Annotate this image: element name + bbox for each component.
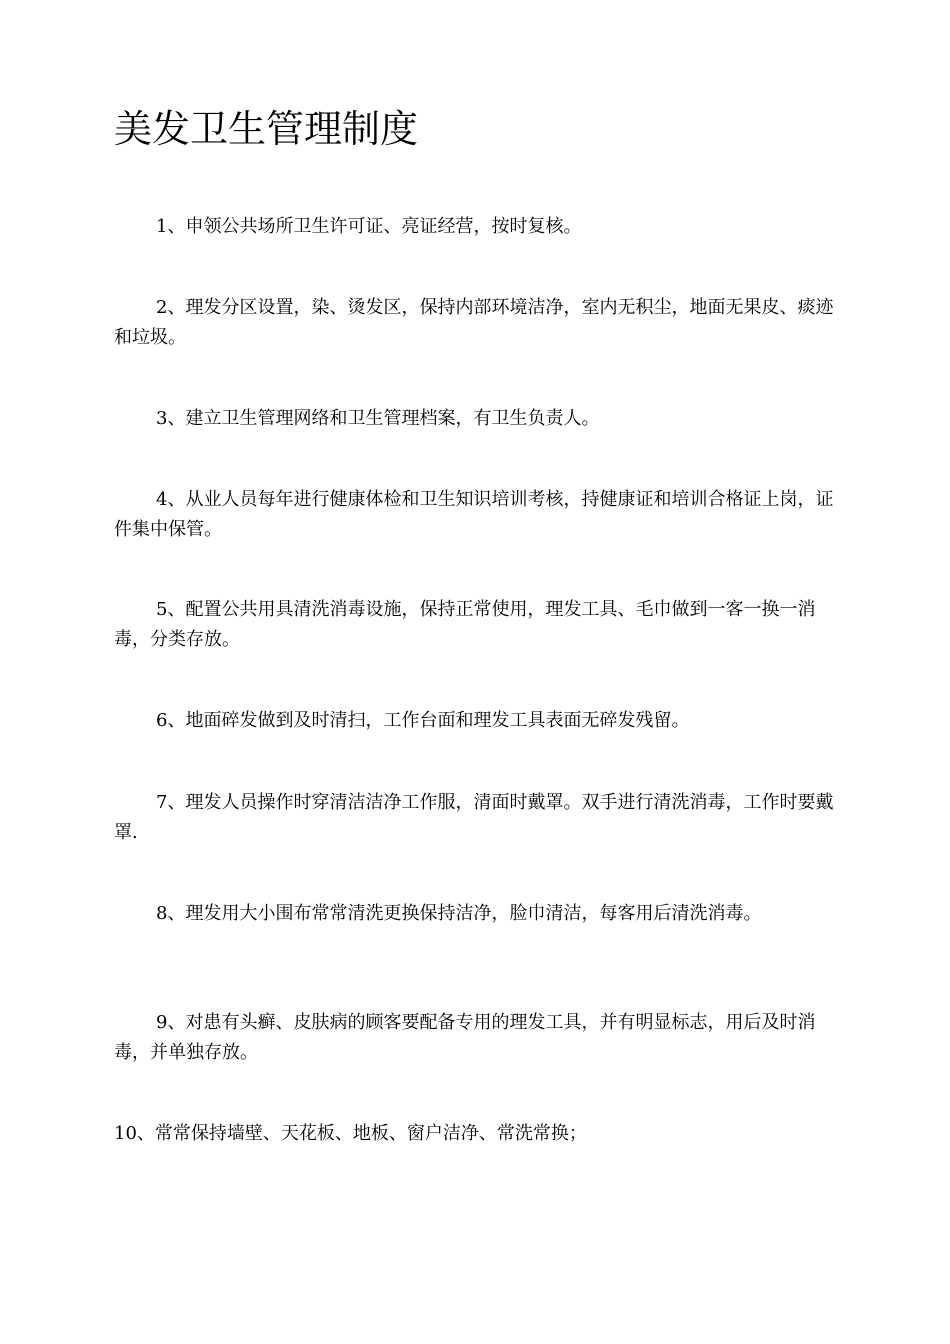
rule-paragraph-7: 7、理发人员操作时穿清洁洁净工作服，清面时戴罩。双手进行清洗消毒，工作时要戴罩. (114, 792, 834, 843)
rule-paragraph-3: 3、建立卫生管理网络和卫生管理档案，有卫生负责人。 (156, 408, 600, 429)
rule-paragraph-10: 10、常常保持墙壁、天花板、地板、窗户洁净、常洗常换； (114, 1123, 587, 1144)
rule-paragraph-5: 5、配置公共用具清洗消毒设施，保持正常使用，理发工具、毛巾做到一客一换一消毒，分类存放。 (114, 599, 816, 650)
rule-paragraph-8: 8、理发用大小围布常常清洗更换保持洁净，脸巾清洁，每客用后清洗消毒。 (156, 903, 762, 924)
rule-paragraph-6: 6、地面碎发做到及时清扫，工作台面和理发工具表面无碎发残留。 (156, 710, 690, 731)
rule-paragraph-9: 9、对患有头癣、皮肤病的顾客要配备专用的理发工具，并有明显标志，用后及时消毒，并单独存放。 (114, 1012, 816, 1063)
rule-paragraph-4: 4、从业人员每年进行健康体检和卫生知识培训考核，持健康证和培训合格证上岗，证件集中保管。 (114, 489, 834, 540)
rule-paragraph-2: 2、理发分区设置，染、烫发区，保持内部环境洁净，室内无积尘，地面无果皮、痰迹和垃圾。 (114, 297, 834, 348)
document-title: 美发卫生管理制度 (114, 107, 419, 151)
rule-paragraph-1: 1、申领公共场所卫生许可证、亮证经营，按时复核。 (156, 216, 582, 237)
